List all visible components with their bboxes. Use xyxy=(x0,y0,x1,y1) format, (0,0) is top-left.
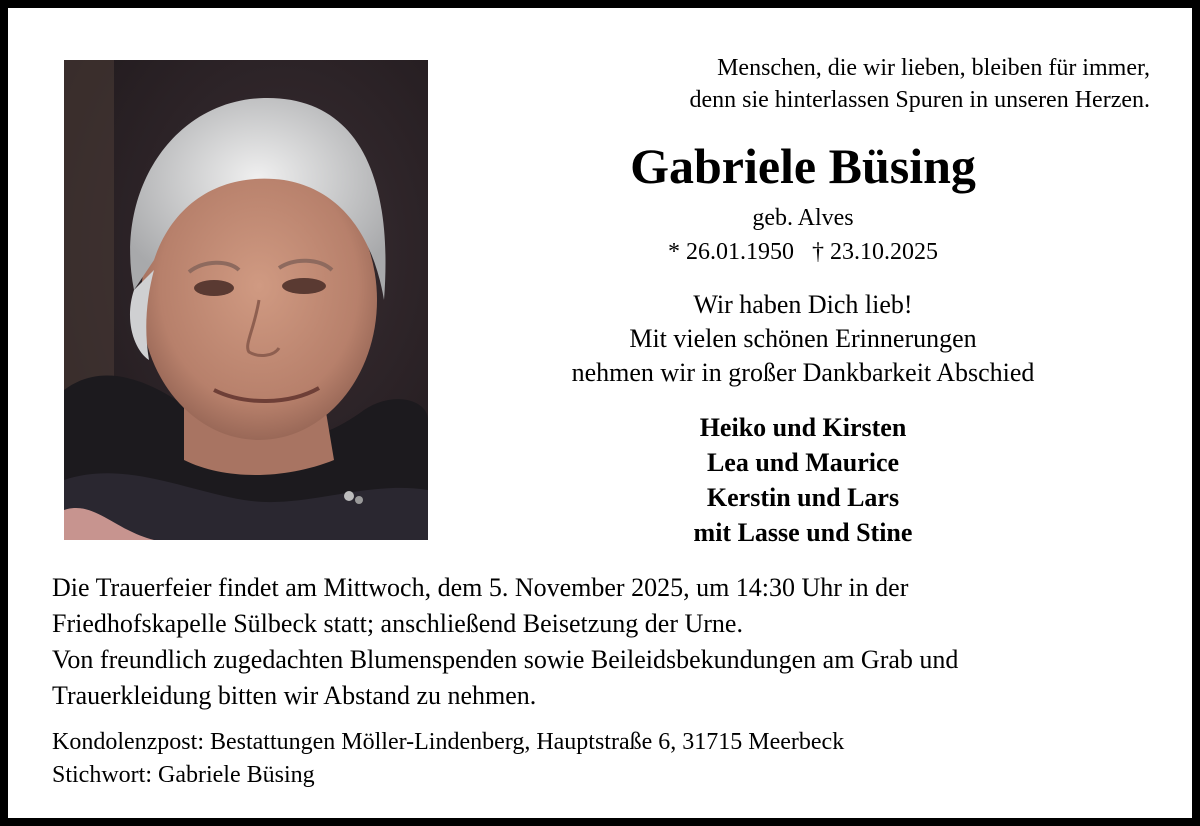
life-dates xyxy=(488,236,1118,268)
farewell-message xyxy=(488,288,1118,390)
mourner-entry: Lea und Maurice xyxy=(706,448,900,477)
ceremony-line-2: Friedhofskapelle Sülbeck statt; anschließend Beisetzung der Urne. xyxy=(52,609,743,638)
memorial-quote xyxy=(550,52,1150,116)
condolence-keyword: Stichwort: Gabriele Büsing xyxy=(52,762,315,788)
ceremony-info xyxy=(52,570,1172,714)
mourners-list xyxy=(488,410,1118,550)
portrait-illustration xyxy=(64,60,428,540)
ceremony-line-3: Von freundlich zugedachten Blumenspenden sowie Beileidsbekundungen am Grab und xyxy=(52,645,959,674)
condolence-info xyxy=(52,726,1172,792)
condolence-address: Kondolenzpost: Bestattungen Möller-Lindenberg, Hauptstraße 6, 31715 Meerbeck xyxy=(52,729,845,755)
message-line-3: nehmen wir in großer Dankbarkeit Abschied xyxy=(571,358,1035,387)
birth-name: geb. Alves xyxy=(752,205,854,231)
message-line-2: Mit vielen schönen Erinnerungen xyxy=(629,324,977,353)
death-date: † 23.10.2025 xyxy=(812,239,938,265)
birth-date: * 26.01.1950 xyxy=(668,239,794,265)
mourner-entry: mit Lasse und Stine xyxy=(693,518,913,547)
mourner-entry: Kerstin und Lars xyxy=(706,483,900,512)
quote-line-1: Menschen, die wir lieben, bleiben für immer, xyxy=(717,55,1150,81)
ceremony-line-1: Die Trauerfeier findet am Mittwoch, dem 5. November 2025, um 14:30 Uhr in der xyxy=(52,573,909,602)
quote-line-2: denn sie hinterlassen Spuren in unseren Herzen. xyxy=(689,87,1150,113)
mourner-entry: Heiko und Kirsten xyxy=(699,413,907,442)
portrait-photo xyxy=(64,60,428,540)
message-line-1: Wir haben Dich lieb! xyxy=(693,290,913,319)
deceased-name: Gabriele Büsing xyxy=(630,138,976,194)
ceremony-line-4: Trauerkleidung bitten wir Abstand zu nehmen. xyxy=(52,681,537,710)
